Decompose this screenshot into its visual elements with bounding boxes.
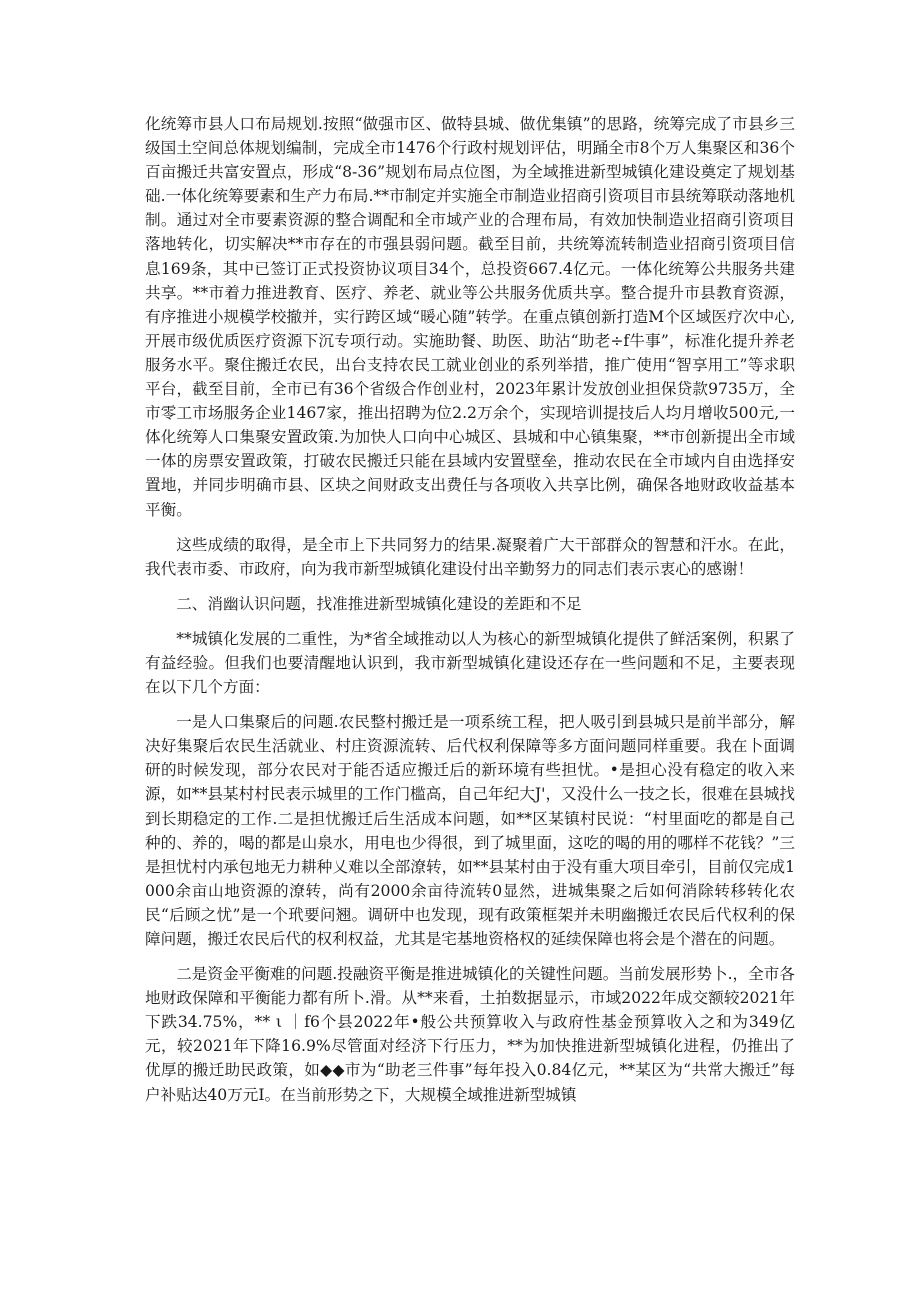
paragraph-4: **城镇化发展的二重性，为*省全域推动以人为核心的新型城镇化提供了鲜活案例，积累了有益经验。但我们也要清醒地认识到，我市新型城镇化建设还存在一些问题和不足，主要表现在以下几个方面：	[145, 629, 795, 697]
paragraph-5: 一是人口集聚后的问题.农民整村搬迁是一项系统工程，把人吸引到县城只是前半部分，解决好集聚后农民生活就业、村庄资源流转、后代权利保障等多方面问题同样重要。我在卜面调研的时候发现，部分农民对于能否适应搬迁后的新环境有些担忧。•是担心没有稳定的收入来源，如**县某村村民表示城里的工作门槛高，自己年纪大J'，又没什么一技之长，很难在县城找到长期稳定的工作.二是担忧搬迁后生活成本问题，如**区某镇村民说：“村里面吃的都是自己种的、养的，喝的都是山泉水，用电也少得很，到了城里面，这吃的喝的用的哪样不花钱？”三是担忧村内承包地无力耕种乂难以全部潦转，如**县某村由于没有重大项目牵引，目前仅完成1000余亩山地资源的潦转，尚有2000余亩待流转0显然，进城集聚之后如何消除转移转化农民“后顾之忧”是一个玳要问翘。调研中也发现，现有政策框架并未明幽搬迁农民后代权利的保障问题，搬迁农民后代的权利权益，尤其是宅基地资格权的延续保障也将会是个潜在的问题。	[145, 713, 795, 948]
section-heading: 二、消幽认识问题，找准推进新型城镇化建设的差距和不足	[176, 594, 582, 613]
paragraph-2: 这些成绩的取得，是全市上下共同努力的结果.凝聚着广大干部群众的智慧和汗水。在此，我代表市委、市政府，向为我市新型城镇化建设付出辛勤努力的同志们表示衷心的感谢！	[145, 535, 795, 578]
document-body	[145, 112, 795, 1118]
paragraph-6: 二是资金平衡难的问题.投融资平衡是推进城镇化的关键性问题。当前发展形势卜.，全市各地财政保障和平衡能力都有所卜.滑。从**来看，土拍数据显示，市域2022年成交额较2021年下跌34.75%，** ι ｜f6个县2022年•般公共预算收入与政府性基金预算收入之和为349亿元，较2021年下降16.9%尽管面对经济下行压力，**为加快推进新型城镇化进程，仍推出了优厚的搬迁助民政策，如◆◆市为“助老三件事”每年投入0.84亿元，**某区为“共常大搬迁”每户补贴达40万元I。在当前形势之下，大规模全域推进新型城镇	[145, 965, 795, 1104]
paragraph-1: 化统筹市县人口布局规划.按照“做强市区、做特县城、做优集镇”的思路，统筹完成了市县乡三级国土空间总体规划编制，完成全市1476个行政村规划评估，明踊全市8个万人集聚区和36个百亩搬迁共富安置点，形成“8-36”规划布局点位图，为全域推进新型城镇化建设奠定了规划基础.一体化统筹要素和生产力布局.**市制定并实施全市制造业招商引资项目市县统筹联动落地机制。通过对全市要素资源的整合调配和全市域产业的合理布局，有效加快制造业招商引资项目落地转化，切实解决**市存在的市强县弱问题。截至目前，共统筹流转制造业招商引资项目信息169条，其中已签订正式投资协议项目34个，总投资667.4亿元。一体化统筹公共服务共建共享。**市着力推进教育、医疗、养老、就业等公共服务优质共享。整合提升市县教育资源，有序推进小规模学校撤并，实行跨区域“暖心随”转学。在重点镇创新打造M个区域医疗次中心,开展市级优质医疗资源下沉专项行动。实施助餐、助医、助沾“助老÷f牛事”，标准化提升养老服务水平。聚住搬迁农民，出台支持农民工就业创业的系列举措，推广使用“智享用工”等求职平台，截至目前，全市已有36个省级合作创业村，2023年累计发放创业担保贷款9735万，全市零工市场服务企业1467家，推出招聘为位2.2万余个，实现培训提技后人均月增收500元,一体化统筹人口集聚安置政策.为加快人口向中心城区、县城和中心镇集聚，**市创新提出全市域一体的房票安置政策，打破农民搬迁只能在县域内安置壁垒，推动农民在全市域内自由选择安置地，并同步明确市县、区块之间财政支出费任与各项收入共享比例，确保各地财政收益基本平衡。	[145, 115, 795, 519]
